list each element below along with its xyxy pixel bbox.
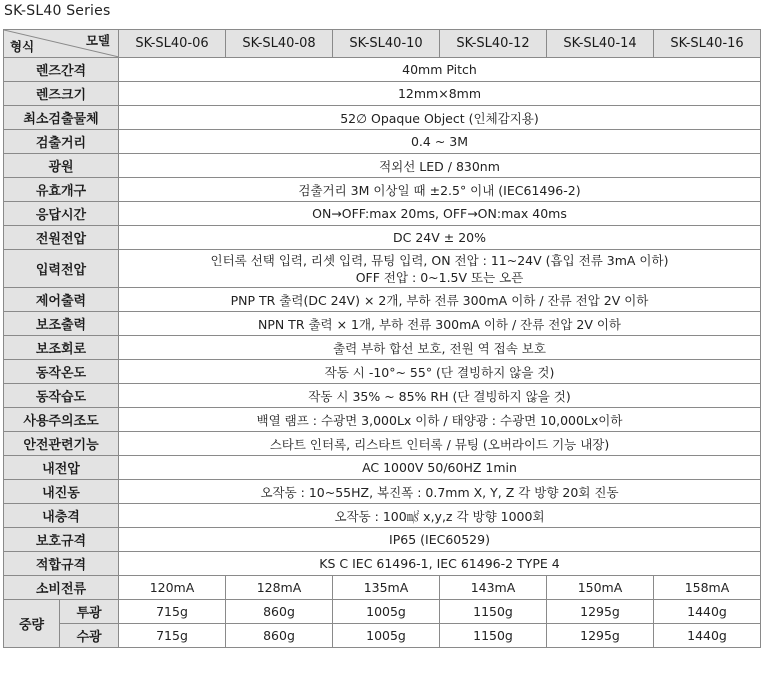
row-label: 보조출력 — [4, 312, 119, 336]
weight-cell: 1005g — [333, 600, 440, 624]
spec-row — [4, 250, 761, 288]
row-label: 동작온도 — [4, 360, 119, 384]
spec-row — [4, 226, 761, 250]
spec-row — [4, 624, 761, 648]
current-cell: 120mA — [119, 576, 226, 600]
row-label: 중량 — [4, 600, 60, 648]
header-type-label: 형식 — [10, 39, 35, 54]
row-label: 최소검출물체 — [4, 106, 119, 130]
spec-row — [4, 82, 761, 106]
spec-table — [3, 29, 761, 648]
model-header: SK-SL40-08 — [226, 30, 333, 58]
header-model-label: 모델 — [85, 33, 110, 48]
row-value: 0.4 ~ 3M — [119, 130, 761, 154]
weight-cell: 860g — [226, 624, 333, 648]
weight-cell: 1440g — [654, 600, 761, 624]
current-cell: 128mA — [226, 576, 333, 600]
row-label: 내진동 — [4, 480, 119, 504]
spec-row — [4, 408, 761, 432]
model-header: SK-SL40-14 — [547, 30, 654, 58]
weight-cell: 1440g — [654, 624, 761, 648]
current-cell: 135mA — [333, 576, 440, 600]
row-value: 40mm Pitch — [119, 58, 761, 82]
spec-row — [4, 288, 761, 312]
spec-row — [4, 312, 761, 336]
row-label: 전원전압 — [4, 226, 119, 250]
row-sublabel: 투광 — [60, 600, 119, 624]
weight-cell: 1295g — [547, 624, 654, 648]
header-row — [4, 30, 761, 58]
row-label: 광원 — [4, 154, 119, 178]
row-label: 안전관련기능 — [4, 432, 119, 456]
row-value: AC 1000V 50/60HZ 1min — [119, 456, 761, 480]
weight-cell: 860g — [226, 600, 333, 624]
row-value: 12mm×8mm — [119, 82, 761, 106]
row-value: PNP TR 출력(DC 24V) × 2개, 부하 전류 300mA 이하 / 잔류 전압 2V 이하 — [119, 288, 761, 312]
spec-row — [4, 130, 761, 154]
row-value: 스타트 인터록, 리스타트 인터록 / 뮤팅 (오버라이드 기능 내장) — [119, 432, 761, 456]
spec-row — [4, 202, 761, 226]
row-value: IP65 (IEC60529) — [119, 528, 761, 552]
spec-row — [4, 576, 761, 600]
weight-cell: 715g — [119, 600, 226, 624]
row-value: 검출거리 3M 이상일 때 ±2.5° 이내 (IEC61496-2) — [119, 178, 761, 202]
row-value: 오작동 : 100㎨ x,y,z 각 방향 1000회 — [119, 504, 761, 528]
row-label: 응답시간 — [4, 202, 119, 226]
row-label: 검출거리 — [4, 130, 119, 154]
row-value: 52∅ Opaque Object (인체감지용) — [119, 106, 761, 130]
header-corner — [4, 30, 119, 58]
weight-cell: 1150g — [440, 600, 547, 624]
row-sublabel: 수광 — [60, 624, 119, 648]
row-label: 동작습도 — [4, 384, 119, 408]
row-label: 사용주의조도 — [4, 408, 119, 432]
spec-row — [4, 336, 761, 360]
spec-row — [4, 58, 761, 82]
row-value — [119, 250, 761, 288]
spec-row — [4, 432, 761, 456]
weight-cell: 715g — [119, 624, 226, 648]
row-value: NPN TR 출력 × 1개, 부하 전류 300mA 이하 / 잔류 전압 2V 이하 — [119, 312, 761, 336]
row-value: KS C IEC 61496-1, IEC 61496-2 TYPE 4 — [119, 552, 761, 576]
spec-row — [4, 106, 761, 130]
weight-cell: 1150g — [440, 624, 547, 648]
weight-cell: 1295g — [547, 600, 654, 624]
spec-row — [4, 456, 761, 480]
row-value: 백열 램프 : 수광면 3,000Lx 이하 / 태양광 : 수광면 10,000Lx이하 — [119, 408, 761, 432]
model-header: SK-SL40-10 — [333, 30, 440, 58]
row-value: 출력 부하 합선 보호, 전원 역 접속 보호 — [119, 336, 761, 360]
row-label: 렌즈크기 — [4, 82, 119, 106]
row-value: 작동 시 -10°~ 55° (단 결빙하지 않을 것) — [119, 360, 761, 384]
row-label: 렌즈간격 — [4, 58, 119, 82]
spec-row — [4, 178, 761, 202]
spec-row — [4, 504, 761, 528]
row-label: 보조회로 — [4, 336, 119, 360]
current-cell: 143mA — [440, 576, 547, 600]
spec-row — [4, 384, 761, 408]
spec-row — [4, 154, 761, 178]
spec-row — [4, 552, 761, 576]
row-value-line: 인터록 선택 입력, 리셋 입력, 뮤팅 입력, ON 전압 : 11~24V (흡입 전류 3mA 이하) — [210, 252, 669, 268]
row-label: 적합규격 — [4, 552, 119, 576]
row-value: ON→OFF:max 20ms, OFF→ON:max 40ms — [119, 202, 761, 226]
current-cell: 158mA — [654, 576, 761, 600]
spec-row — [4, 528, 761, 552]
model-header: SK-SL40-16 — [654, 30, 761, 58]
row-label: 보호규격 — [4, 528, 119, 552]
current-cell: 150mA — [547, 576, 654, 600]
row-value: DC 24V ± 20% — [119, 226, 761, 250]
row-value: 작동 시 35% ~ 85% RH (단 결빙하지 않을 것) — [119, 384, 761, 408]
model-header: SK-SL40-12 — [440, 30, 547, 58]
spec-row — [4, 480, 761, 504]
spec-row — [4, 360, 761, 384]
row-label: 유효개구 — [4, 178, 119, 202]
row-value: 적외선 LED / 830nm — [119, 154, 761, 178]
row-label: 제어출력 — [4, 288, 119, 312]
row-value-line: OFF 전압 : 0~1.5V 또는 오픈 — [355, 269, 524, 285]
row-value: 오작동 : 10~55HZ, 복진폭 : 0.7mm X, Y, Z 각 방향 20회 진동 — [119, 480, 761, 504]
row-label: 내전압 — [4, 456, 119, 480]
page-title: SK-SL40 Series — [4, 3, 111, 19]
row-label: 내충격 — [4, 504, 119, 528]
row-label: 소비전류 — [4, 576, 119, 600]
row-label: 입력전압 — [4, 250, 119, 288]
weight-cell: 1005g — [333, 624, 440, 648]
spec-row — [4, 600, 761, 624]
model-header: SK-SL40-06 — [119, 30, 226, 58]
